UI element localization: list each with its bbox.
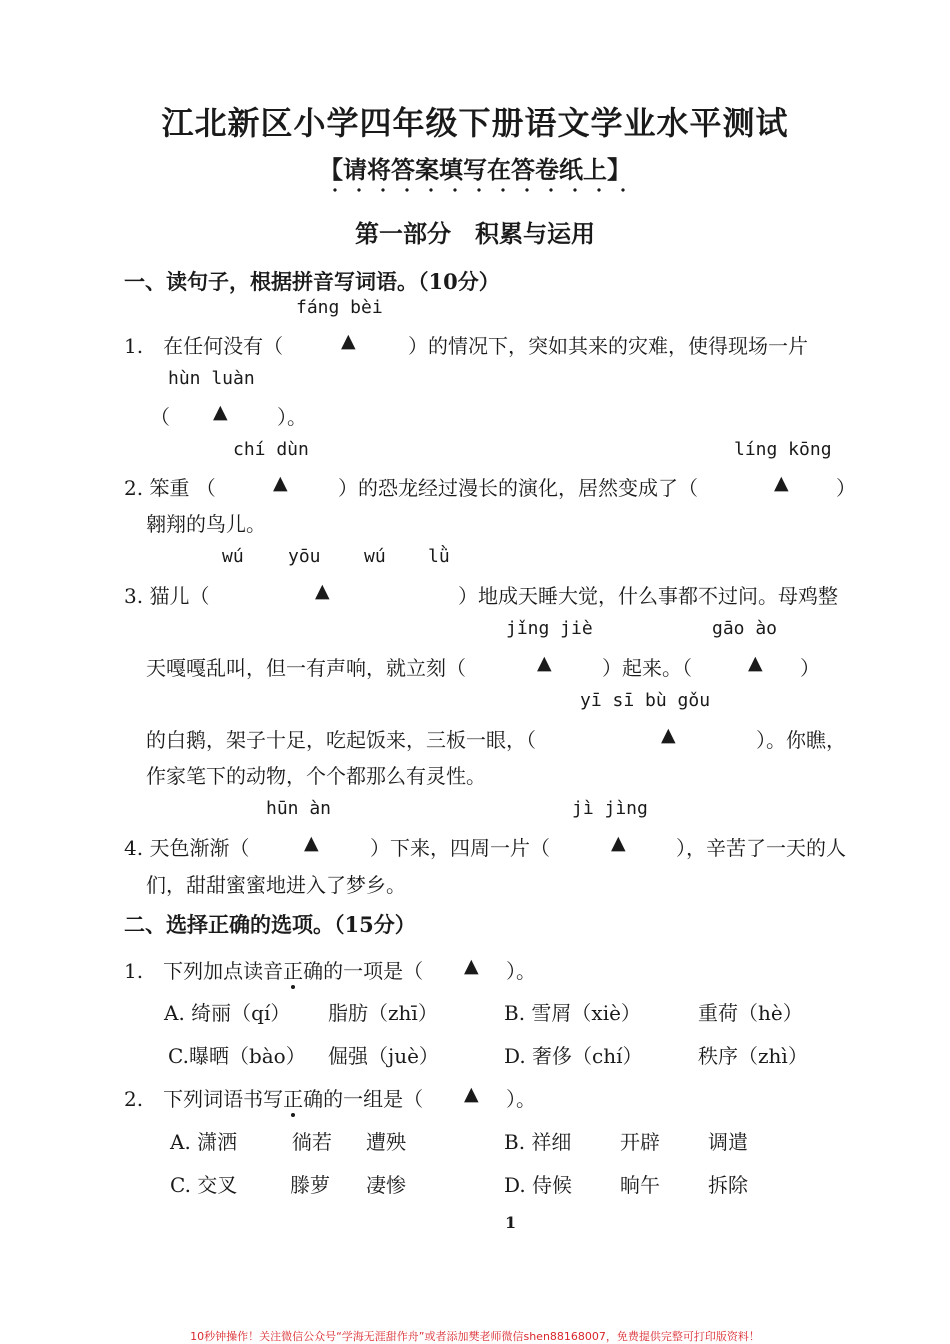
option-b-label: B. 祥细 [504, 1130, 572, 1154]
q1-line1-start: 1. 在任何没有（ [124, 334, 284, 358]
answer-blank-marker: ▲ [537, 652, 552, 674]
q3-line3-start: 的白鹅，架子十足，吃起饭来，三板一眼，（ [146, 728, 536, 752]
q1-line1-end: ）的情况下，突如其来的灾难，使得现场一片 [408, 334, 808, 358]
pinyin-lv: lǜ [428, 546, 450, 567]
s2-q2-stem [124, 1083, 423, 1112]
option-d1: D. 奢侈（chí） [504, 1044, 643, 1068]
pinyin-gaoao: gāo ào [712, 618, 778, 639]
instruction-text: 【请将答案填写在答卷纸上】 [319, 150, 631, 185]
q3-line2-start: 天嘎嘎乱叫，但一有声响，就立刻（ [146, 656, 466, 680]
q4-line2: 们，甜甜蜜蜜地进入了梦乡。 [146, 873, 406, 897]
q3-line2-mid: ）起来。（ [602, 656, 692, 680]
option-c1: C.曝晒（bào） [168, 1044, 306, 1068]
answer-blank-marker: ▲ [273, 472, 288, 494]
option-a-label: A. 潇洒 [170, 1130, 238, 1154]
q2-line2: 翱翔的鸟儿。 [146, 512, 266, 536]
pinyin-wu2: wú [364, 546, 386, 567]
answer-blank-marker: ▲ [341, 330, 356, 352]
pinyin-wu: wú [222, 546, 244, 567]
s2-q1-stem [124, 955, 423, 984]
option-b2: 重荷（hè） [698, 1001, 803, 1025]
q3-line2-end: ） [800, 656, 820, 680]
s2-q1-stem-b: 确的一项是（ [303, 959, 424, 983]
answer-blank-marker: ▲ [464, 955, 479, 977]
s2-q1-stem-end: ）。 [506, 959, 536, 983]
option-a-word2: 徜若 [292, 1130, 332, 1154]
section1-heading: 一、读句子，根据拼音写词语。（10分） [124, 269, 500, 294]
answer-blank-marker: ▲ [661, 724, 676, 746]
page-number: 1 [505, 1213, 517, 1232]
section2-heading: 二、选择正确的选项。（15分） [124, 912, 416, 937]
option-a-word3: 遭殃 [366, 1130, 406, 1154]
pinyin-jingjie: jǐng jiè [506, 618, 593, 639]
option-b-word3: 调遣 [708, 1130, 748, 1154]
option-c-label: C. 交叉 [170, 1173, 238, 1197]
option-c-word2: 滕萝 [290, 1173, 330, 1197]
option-b-word2: 开辟 [620, 1130, 660, 1154]
pinyin-fangbei: fáng bèi [296, 297, 383, 318]
q2-line1-start: 2. 笨重 （ [124, 476, 216, 500]
answer-blank-marker: ▲ [748, 652, 763, 674]
q3-line4: 作家笔下的动物，个个都那么有灵性。 [146, 764, 486, 788]
pinyin-chidun: chí dùn [233, 439, 309, 460]
s2-q2-stem-a: 2. 下列词语书写 [124, 1087, 284, 1111]
answer-blank-marker: ▲ [315, 580, 330, 602]
pinyin-hunan: hūn àn [266, 798, 332, 819]
answer-blank-marker: ▲ [464, 1083, 479, 1105]
q3-line1-end: ）地成天睡大觉，什么事都不过问。母鸡整 [458, 584, 838, 608]
q1-line2-start: （ [150, 405, 170, 429]
answer-blank-marker: ▲ [774, 472, 789, 494]
option-a1: A. 绮丽（qí） [164, 1001, 291, 1025]
q4-line1-start: 4. 天色渐渐（ [124, 836, 250, 860]
option-c2: 倔强（juè） [328, 1044, 439, 1068]
option-d2: 秩序（zhì） [698, 1044, 808, 1068]
option-a2: 脂肪（zhī） [328, 1001, 438, 1025]
option-b1: B. 雪屑（xiè） [504, 1001, 641, 1025]
exam-instruction [0, 150, 950, 185]
answer-blank-marker: ▲ [611, 832, 626, 854]
answer-blank-marker: ▲ [304, 832, 319, 854]
s2-q2-stem-end: ）。 [506, 1087, 536, 1111]
option-d-word2: 晌午 [620, 1173, 660, 1197]
q2-line1-end: ） [836, 476, 856, 500]
pinyin-hunluan: hùn luàn [168, 368, 255, 389]
pinyin-lingkong: líng kōng [734, 439, 832, 460]
s2-q1-stem-dotted: 正 [283, 955, 303, 984]
q3-line1-start: 3. 猫儿（ [124, 584, 210, 608]
part-heading: 第一部分 积累与运用 [355, 219, 595, 248]
q3-line3-end: ）。你瞧， [756, 728, 846, 752]
footer-notice: 10秒钟操作！关注微信公众号“学海无涯甜作舟”或者添加樊老师微信shen88168007，免费提供完整可打印版资料！ [190, 1330, 760, 1343]
answer-blank-marker: ▲ [213, 401, 228, 423]
q2-line1-mid: ）的恐龙经过漫长的演化，居然变成了（ [338, 476, 698, 500]
option-d-word3: 拆除 [708, 1173, 748, 1197]
q1-line2-end: ）。 [277, 405, 307, 429]
option-c-word3: 凄惨 [366, 1173, 406, 1197]
pinyin-jijing: jì jìng [572, 798, 648, 819]
pinyin-yisibugou: yī sī bù gǒu [580, 690, 711, 711]
s2-q1-stem-a: 1. 下列加点读音 [124, 959, 284, 983]
s2-q2-stem-dotted: 正 [283, 1083, 303, 1112]
pinyin-you: yōu [288, 546, 321, 567]
exam-title: 江北新区小学四年级下册语文学业水平测试 [161, 104, 789, 142]
q4-line1-mid: ）下来，四周一片（ [370, 836, 550, 860]
s2-q2-stem-b: 确的一组是（ [303, 1087, 424, 1111]
option-d-label: D. 侍候 [504, 1173, 573, 1197]
q4-line1-end: ），辛苦了一天的人 [676, 836, 846, 860]
